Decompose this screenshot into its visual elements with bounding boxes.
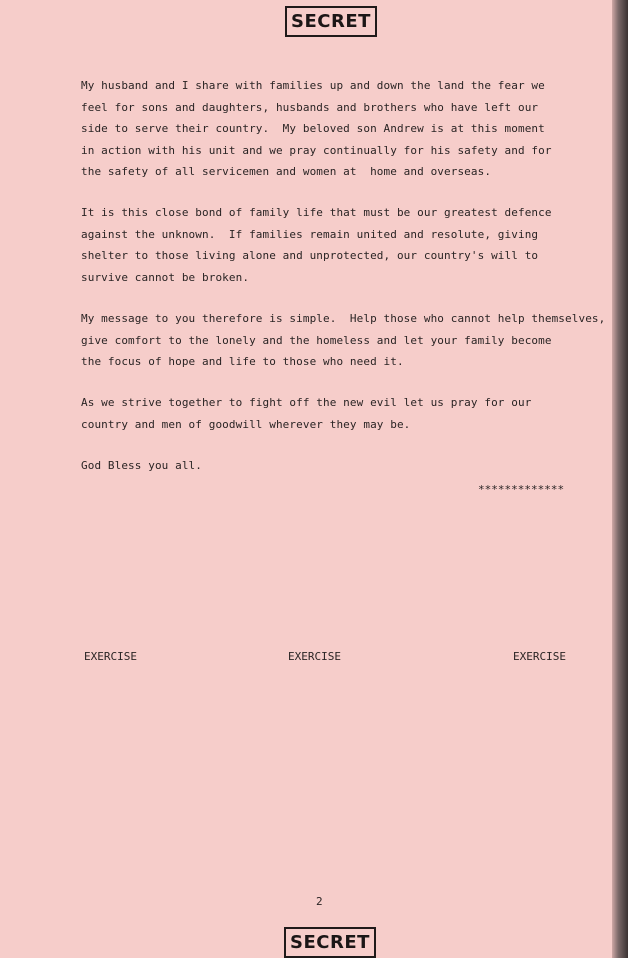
classification-stamp-bottom: SECRET <box>284 927 376 958</box>
exercise-label-right: EXERCISE <box>513 650 566 663</box>
exercise-label-center: EXERCISE <box>288 650 341 663</box>
paragraph-2: It is this close bond of family life that must be our greatest defence against the unknown. If families remain united and resolute, giving shelter to those living alone and unprotected, our country's will to survive cannot be broken. <box>81 206 552 284</box>
classification-stamp-top: SECRET <box>285 6 377 37</box>
closing-line: God Bless you all. <box>81 459 203 472</box>
page-edge-shadow <box>612 0 628 958</box>
exercise-label-left: EXERCISE <box>84 650 137 663</box>
end-marker: ************* <box>478 483 565 496</box>
paragraph-3: My message to you therefore is simple. Help those who cannot help themselves, give comfort to the lonely and the homeless and let your family become the focus of hope and life to those who need it. <box>81 312 606 368</box>
page-number: 2 <box>316 895 323 908</box>
paragraph-1: My husband and I share with families up and down the land the fear we feel for sons and daughters, husbands and brothers who have left our side to serve their country. My beloved son Andrew is at this moment in action with his unit and we pray continually for his safety and for the safety of all servicemen and women at home and overseas. <box>81 79 552 178</box>
paragraph-4: As we strive together to fight off the new evil let us pray for our country and men of goodwill wherever they may be. <box>81 396 532 431</box>
